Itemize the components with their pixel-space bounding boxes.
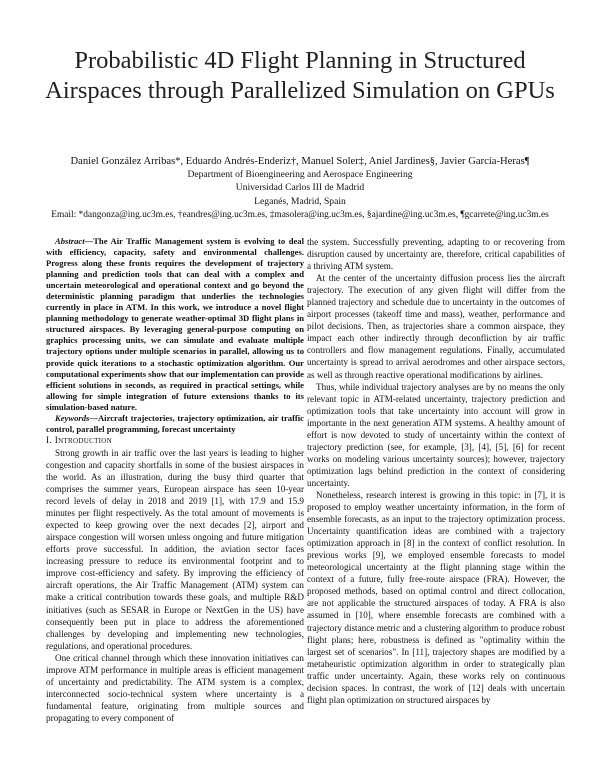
paper-title: Probabilistic 4D Flight Planning in Structured Airspaces through Parallelized Simulation on GPUs [45,47,555,104]
abstract-label: Abstract— [55,236,94,246]
affiliation-university: Universidad Carlos III de Madrid [235,182,365,194]
affiliation [20,168,580,208]
right-column [307,236,565,706]
affiliation-location: Leganés, Madrid, Spain [254,195,346,207]
paragraph: Nonetheless, research interest is growing in this topic: in [7], it is proposed to employ weather uncertainty information, in the form of ensemble forecasts, as an input to the trajectory optimization process. Uncertainty quantification ideas are combined with a trajectory optimization approach in [8] in the context of conflict resolution. In previous works [9], we employed ensemble forecasts to model meteorological uncertainty at the flight planning stage within the context of a future, fully free-route airspace (FRA). However, the proposed methods, based on optimal control and direct collocation, are not applicable the structured airspaces of today. A FRA is also assumed in [10], where ensemble forecasts are combined with a trajectory distance metric and a clustering algorithm to produce robust flight plans; here, robustness is defined as "optimality within the largest set of scenarios". In [11], trajectory shapes are modified by a metaheuristic optimization algorithm in order to strategically plan traffic under uncertainty. Again, these works rely on continuous decision spaces. In contrast, the work of [12] deals with uncertain flight plan optimization on structured airspaces by [307,489,565,705]
author-emails: Email: *dangonza@ing.uc3m.es, †eandres@ing.uc3m.es, ‡masolera@ing.uc3m.es, §ajardine@ing.uc3m.es, ¶gcarrete@ing.uc3m.es [51,210,549,220]
section-heading-introduction: I. Introduction [46,435,112,446]
author-list: Daniel González Arribas*, Eduardo Andrés-Enderiz†, Manuel Soler‡, Aniel Jardines§, Javier García-Heras¶ [70,156,530,167]
keywords [46,413,304,435]
paragraph: One critical channel through which these innovation initiatives can improve ATM performance in multiple areas is efficient management of uncertainty and predictability. The ATM system is a complex, interconnected socio-technical system where uncertainty is a fundamental feature, originating from multiple sources and propagating to every component of [46,652,304,723]
keywords-text: Aircraft trajectories, trajectory optimization, air traffic control, parallel programming, forecast uncertainty [46,412,304,434]
paragraph: Strong growth in air traffic over the last years is leading to higher congestion and capacity shortfalls in some of the busiest airspaces in the world. As an illustration, during the busy third quarter that comprises the summer years, European airspace has seen 10-year record levels of delay in 2018 and 2019 [1], with 17.9 and 15.9 minutes per flight respectively. As the total amount of movements is expected to keep growing over the next decades [2], airport and airspace congestion will worsen unless ongoing and future mitigation efforts prove successful. In addition, the aviation sector faces increasing pressure to reduce its environmental footprint and to improve cost-efficiency and safety. By improving the efficiency of aircraft operations, the Air Traffic Management (ATM) system can make a critical contribution towards these goals, and multiple R&D initiatives (such as SESAR in Europe or NextGen in the US) have consequently been put in place to address the aforementioned challenges by developing and implementing new technologies, regulations, and operational procedures. [46,447,304,651]
paragraph: the system. Successfully preventing, adapting to or recovering from disruption caused by uncertainty are, therefore, critical capabilities of a thriving ATM system. [307,237,565,272]
keywords-label: Keywords— [55,412,98,423]
affiliation-department: Department of Bioengineering and Aerospace Engineering [187,169,413,180]
abstract [46,236,304,413]
left-column [46,236,304,724]
paragraph: At the center of the uncertainty diffusion process lies the aircraft trajectory. The execution of any given flight will differ from the planned trajectory and schedule due to uncertainty in the outcomes of airport processes (takeoff time and mass), weather, performance and pilot decisions. Then, as trajectories share a common airspace, they impact each other indirectly through deconfliction by air traffic controllers and flow management regulations. Finally, accumulated uncertainty is spread to arrival aerodromes and other airspace sectors, as well as through reactive operational modifications by airlines. [307,273,565,380]
abstract-text: The Air Traffic Management system is evolving to deal with efficiency, capacity, safety and environmental challenges. Progress along these fronts requires the development of trajectory planning and prediction tools that can deal with a complex and uncertain meteorological and operational context and go beyond the deterministic planning paradigm that underlies the technologies currently in place in ATM. In this work, we introduce a novel flight planning methodology to generate weather-optimal 3D flight plans in structured airspaces. By leveraging general-purpose computing on graphics processing units, we can simulate and evaluate multiple trajectory options under multiple scenarios in parallel, allowing us to provide quick iterations to a stochastic optimization algorithm. Our computational experiments show that our implementation can provide efficient solutions in seconds, as required in practical settings, while allowing for simple integration of future extensions thanks to its simulation-based nature. [46,236,304,412]
paragraph: Thus, while individual trajectory analyses are by no means the only relevant topic in ATM-related uncertainty, trajectory prediction and optimization tools that take uncertainty into account will grow in importante in the next generation ATM systems. A healthy amount of effort is now devoted to study of uncertainty within the context of trajectory prediction (see, for example, [3], [4], [5], [6] for recent works on modeling various uncertainty sources); however, trajectory optimization lags behind prediction in the context of considering uncertainty. [307,381,565,488]
